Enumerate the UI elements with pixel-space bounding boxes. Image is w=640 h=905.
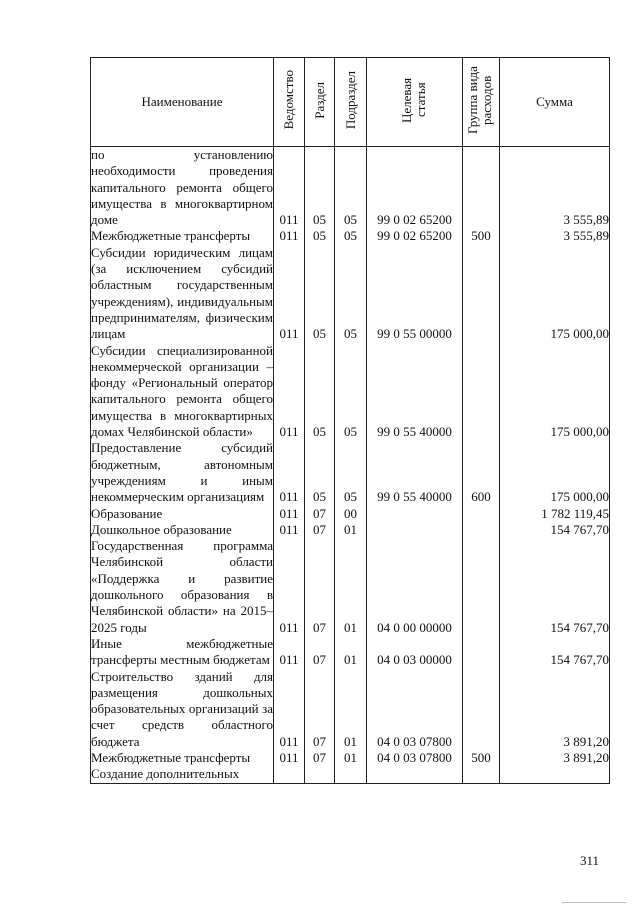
row-razdel: 07 — [305, 669, 335, 750]
header-summa-label: Сумма — [536, 94, 573, 109]
header-gruppa-label: Группа вида расходов — [465, 66, 494, 134]
budget-table — [90, 57, 610, 784]
row-vedomstvo: 011 — [274, 245, 305, 343]
row-razdel: 05 — [305, 343, 335, 441]
row-celevaya: 99 0 02 65200 — [367, 147, 463, 229]
row-podrazdel: 05 — [335, 343, 367, 441]
budget-document — [90, 57, 609, 784]
row-name: Межбюджетные трансферты — [91, 750, 274, 766]
row-name: по установлению необходимости проведения капитального ремонта общего имущества в многоквартирном доме — [91, 147, 273, 228]
row-razdel: 05 — [305, 440, 335, 505]
row-podrazdel: 05 — [335, 228, 367, 244]
header-celevaya-label: Целевая статья — [398, 77, 428, 123]
row-name: Образование — [91, 506, 274, 522]
row-razdel: 07 — [305, 750, 335, 766]
row-celevaya: 99 0 02 65200 — [367, 228, 463, 244]
row-celevaya: 99 0 55 40000 — [367, 343, 463, 441]
table-body — [91, 147, 610, 784]
row-razdel: 07 — [305, 522, 335, 538]
row-gruppa — [463, 669, 500, 750]
table-row — [91, 636, 610, 669]
header-podrazdel-label: Подраздел — [342, 70, 358, 130]
row-summa: 175 000,00 — [500, 440, 610, 505]
header-name-label: Наименование — [141, 94, 223, 109]
row-razdel: 05 — [305, 228, 335, 244]
table-row — [91, 147, 610, 229]
row-name: Создание дополнительных — [91, 766, 274, 783]
row-razdel: 07 — [305, 636, 335, 669]
row-summa — [500, 766, 610, 783]
row-gruppa — [463, 522, 500, 538]
row-celevaya — [367, 522, 463, 538]
header-podrazdel — [335, 58, 367, 147]
row-razdel — [305, 766, 335, 783]
row-summa: 154 767,70 — [500, 636, 610, 669]
row-celevaya — [367, 506, 463, 522]
row-name: Предоставление субсидий бюджетным, автономным учреждениям и иным некоммерческим организациям — [91, 440, 273, 505]
row-summa: 154 767,70 — [500, 522, 610, 538]
row-summa: 175 000,00 — [500, 245, 610, 343]
row-vedomstvo: 011 — [274, 147, 305, 229]
row-podrazdel: 05 — [335, 245, 367, 343]
row-podrazdel: 01 — [335, 636, 367, 669]
row-gruppa — [463, 147, 500, 229]
row-summa: 3 891,20 — [500, 669, 610, 750]
row-podrazdel: 05 — [335, 147, 367, 229]
row-gruppa — [463, 636, 500, 669]
row-gruppa: 500 — [463, 228, 500, 244]
table-row — [91, 766, 610, 783]
table-row — [91, 245, 610, 343]
row-summa: 154 767,70 — [500, 538, 610, 636]
row-celevaya: 04 0 03 07800 — [367, 750, 463, 766]
table-row — [91, 440, 610, 505]
row-podrazdel: 01 — [335, 538, 367, 636]
row-gruppa — [463, 766, 500, 783]
row-name: Государственная программа Челябинской области «Поддержка и развитие дошкольного образования в Челябинской области» на 2015–2025 годы — [91, 538, 273, 635]
row-razdel: 07 — [305, 506, 335, 522]
table-row — [91, 750, 610, 766]
row-vedomstvo: 011 — [274, 636, 305, 669]
row-celevaya — [367, 766, 463, 783]
row-summa: 3 891,20 — [500, 750, 610, 766]
row-gruppa — [463, 538, 500, 636]
row-vedomstvo: 011 — [274, 440, 305, 505]
row-gruppa — [463, 245, 500, 343]
table-row — [91, 228, 610, 244]
row-vedomstvo: 011 — [274, 522, 305, 538]
row-vedomstvo: 011 — [274, 538, 305, 636]
row-celevaya: 04 0 03 07800 — [367, 669, 463, 750]
row-razdel: 05 — [305, 245, 335, 343]
row-summa: 3 555,89 — [500, 228, 610, 244]
row-celevaya: 99 0 55 00000 — [367, 245, 463, 343]
row-razdel: 07 — [305, 538, 335, 636]
row-gruppa: 500 — [463, 750, 500, 766]
row-podrazdel: 01 — [335, 750, 367, 766]
row-name: Субсидии юридическим лицам (за исключением субсидий областным государственным учреждениям), индивидуальным предпринимателям, физическим лицам — [91, 244, 273, 342]
row-vedomstvo: 011 — [274, 343, 305, 441]
row-summa: 1 782 119,45 — [500, 506, 610, 522]
row-podrazdel: 01 — [335, 522, 367, 538]
header-razdel-label: Раздел — [311, 81, 327, 119]
header-gruppa — [463, 58, 500, 147]
row-name: Иные межбюджетные трансферты местным бюджетам — [91, 635, 273, 668]
table-row — [91, 538, 610, 636]
table-row — [91, 343, 610, 441]
row-podrazdel: 00 — [335, 506, 367, 522]
row-name: Дошкольное образование — [91, 522, 274, 538]
row-name: Субсидии специализированной некоммерческой организации – фонду «Региональный оператор капитального ремонта общего имущества в многоквартирных домах Челябинской области» — [91, 342, 273, 440]
row-gruppa — [463, 343, 500, 441]
header-razdel — [305, 58, 335, 147]
table-row — [91, 669, 610, 750]
row-podrazdel: 05 — [335, 440, 367, 505]
row-celevaya: 04 0 03 00000 — [367, 636, 463, 669]
row-summa: 175 000,00 — [500, 343, 610, 441]
row-vedomstvo: 011 — [274, 669, 305, 750]
row-vedomstvo: 011 — [274, 506, 305, 522]
row-celevaya: 99 0 55 40000 — [367, 440, 463, 505]
row-vedomstvo: 011 — [274, 228, 305, 244]
row-gruppa — [463, 506, 500, 522]
header-vedomstvo-label: Ведомство — [281, 70, 296, 130]
row-razdel: 05 — [305, 147, 335, 229]
row-podrazdel — [335, 766, 367, 783]
page-edge-line — [562, 902, 626, 903]
row-summa: 3 555,89 — [500, 147, 610, 229]
header-vedomstvo — [274, 58, 305, 147]
page-number: 311 — [580, 853, 600, 868]
row-vedomstvo: 011 — [274, 750, 305, 766]
header-name — [91, 58, 274, 147]
header-summa — [500, 58, 610, 147]
table-row — [91, 506, 610, 522]
table-row — [91, 522, 610, 538]
header-celevaya-statya — [367, 58, 463, 147]
row-name: Строительство зданий для размещения дошкольных образовательных организаций за счет средств областного бюджета — [91, 668, 273, 749]
table-header-row — [91, 58, 610, 147]
row-podrazdel: 01 — [335, 669, 367, 750]
row-name: Межбюджетные трансферты — [91, 228, 274, 244]
row-gruppa: 600 — [463, 440, 500, 505]
row-celevaya: 04 0 00 00000 — [367, 538, 463, 636]
row-vedomstvo — [274, 766, 305, 783]
